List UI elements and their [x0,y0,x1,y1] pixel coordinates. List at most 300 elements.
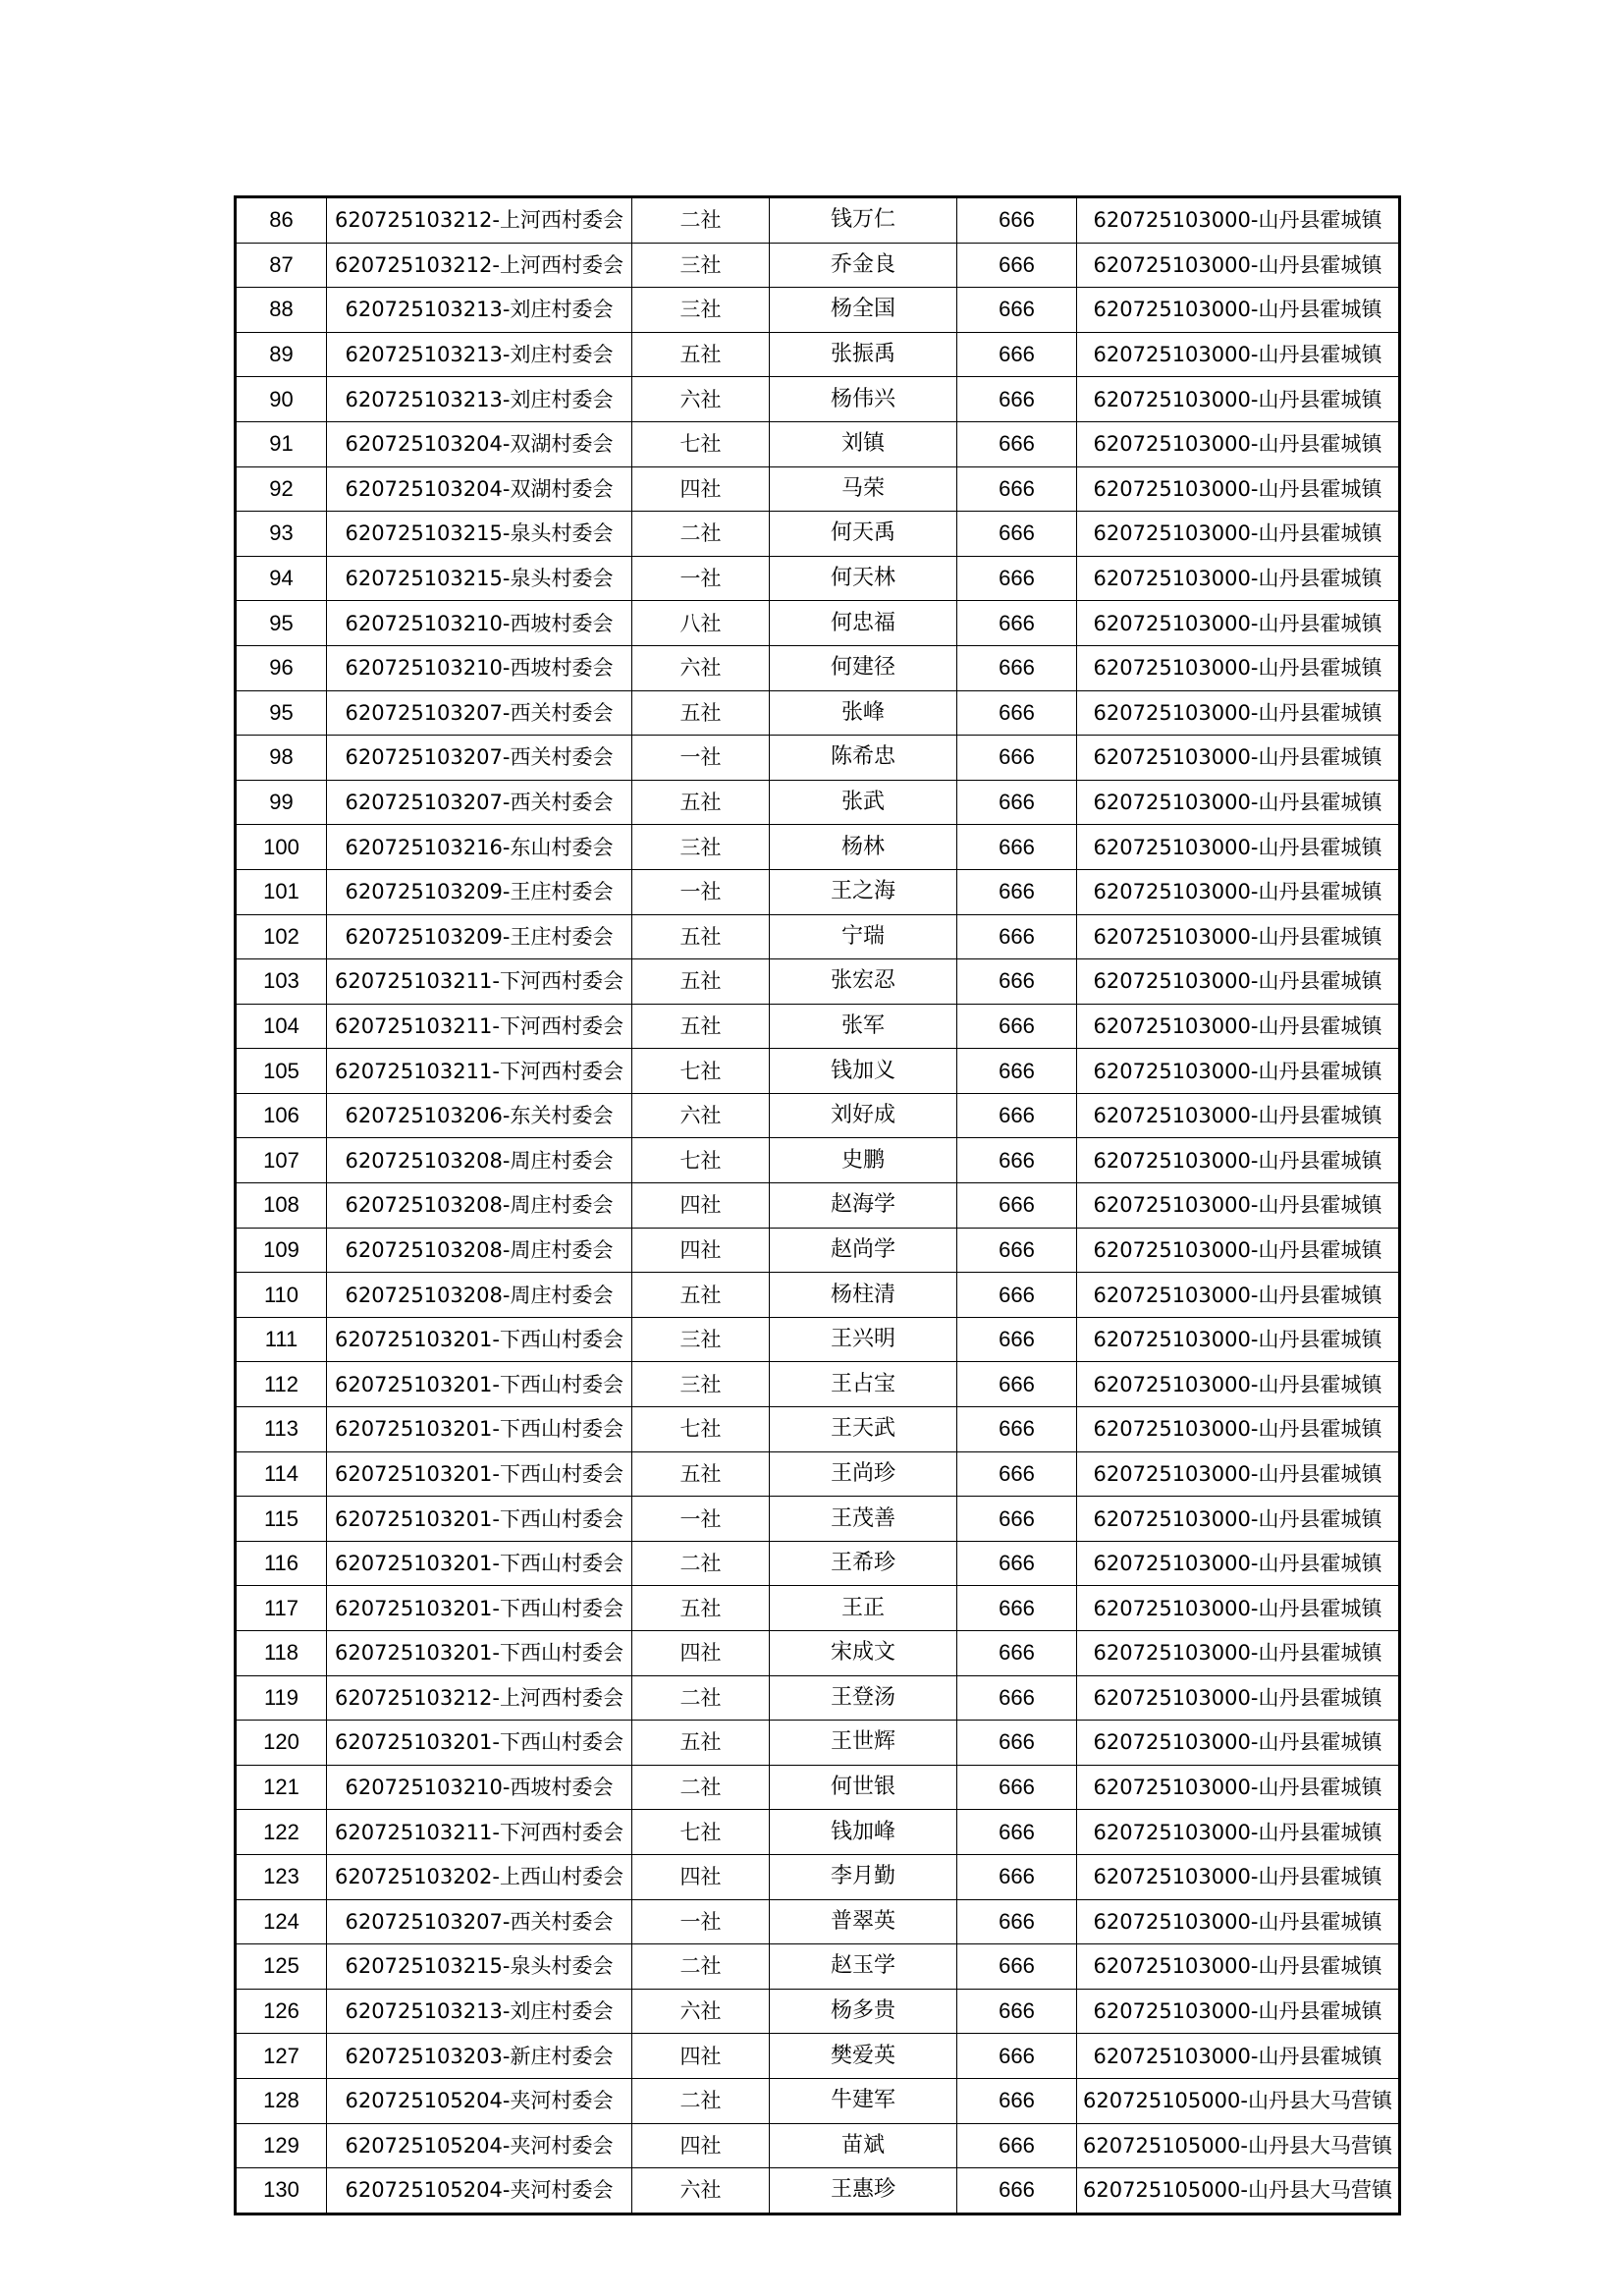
group-cell: 五社 [632,1721,770,1766]
group-cell: 一社 [632,736,770,781]
group-cell: 五社 [632,1004,770,1049]
group-cell: 六社 [632,1093,770,1138]
township-cell: 620725103000-山丹县霍城镇 [1077,288,1400,333]
table-row [236,243,1400,288]
group-cell: 一社 [632,1497,770,1542]
table-row [236,1228,1400,1273]
township-cell: 620725103000-山丹县霍城镇 [1077,1407,1400,1452]
amount-cell: 666 [957,1541,1077,1586]
amount-cell: 666 [957,1810,1077,1855]
amount-cell: 666 [957,1765,1077,1810]
row-number-cell: 102 [236,914,327,959]
person-name-cell: 刘好成 [770,1093,957,1138]
group-cell: 四社 [632,1631,770,1676]
village-committee-cell: 620725103201-下西山村委会 [327,1497,632,1542]
row-number-cell: 129 [236,2123,327,2168]
person-name-cell: 何天禹 [770,512,957,557]
person-name-cell: 杨林 [770,825,957,870]
table-body [236,197,1400,2214]
amount-cell: 666 [957,1721,1077,1766]
group-cell: 一社 [632,1899,770,1944]
table-row [236,2034,1400,2079]
row-number-cell: 106 [236,1093,327,1138]
row-number-cell: 87 [236,243,327,288]
table-row [236,1317,1400,1362]
table-row [236,466,1400,512]
table-row [236,2078,1400,2123]
table-row [236,1407,1400,1452]
table-row [236,1049,1400,1094]
amount-cell: 666 [957,825,1077,870]
village-committee-cell: 620725103201-下西山村委会 [327,1631,632,1676]
township-cell: 620725103000-山丹县霍城镇 [1077,1854,1400,1899]
village-committee-cell: 620725103212-上河西村委会 [327,197,632,244]
township-cell: 620725103000-山丹县霍城镇 [1077,1093,1400,1138]
table-row [236,1989,1400,2034]
village-committee-cell: 620725103215-泉头村委会 [327,1944,632,1990]
village-committee-cell: 620725103210-西坡村委会 [327,645,632,690]
table-row [236,1721,1400,1766]
row-number-cell: 104 [236,1004,327,1049]
township-cell: 620725103000-山丹县霍城镇 [1077,466,1400,512]
amount-cell: 666 [957,1497,1077,1542]
table-row [236,780,1400,825]
group-cell: 四社 [632,2034,770,2079]
village-committee-cell: 620725103202-上西山村委会 [327,1854,632,1899]
person-name-cell: 王茂善 [770,1497,957,1542]
group-cell: 七社 [632,1138,770,1183]
person-name-cell: 杨柱清 [770,1273,957,1318]
person-name-cell: 张峰 [770,690,957,736]
person-name-cell: 史鹏 [770,1138,957,1183]
group-cell: 二社 [632,1944,770,1990]
row-number-cell: 130 [236,2168,327,2214]
data-table [234,195,1401,2215]
amount-cell: 666 [957,1675,1077,1721]
group-cell: 六社 [632,1989,770,2034]
row-number-cell: 123 [236,1854,327,1899]
row-number-cell: 125 [236,1944,327,1990]
amount-cell: 666 [957,2168,1077,2214]
amount-cell: 666 [957,2123,1077,2168]
row-number-cell: 128 [236,2078,327,2123]
table-row [236,1586,1400,1631]
row-number-cell: 122 [236,1810,327,1855]
village-committee-cell: 620725103207-西关村委会 [327,1899,632,1944]
amount-cell: 666 [957,556,1077,601]
village-committee-cell: 620725103211-下河西村委会 [327,1049,632,1094]
group-cell: 五社 [632,1451,770,1497]
village-committee-cell: 620725103212-上河西村委会 [327,243,632,288]
village-committee-cell: 620725103201-下西山村委会 [327,1317,632,1362]
village-committee-cell: 620725103210-西坡村委会 [327,601,632,646]
table-row [236,197,1400,244]
row-number-cell: 118 [236,1631,327,1676]
amount-cell: 666 [957,1093,1077,1138]
table-row [236,421,1400,466]
group-cell: 七社 [632,1407,770,1452]
row-number-cell: 113 [236,1407,327,1452]
village-committee-cell: 620725103215-泉头村委会 [327,556,632,601]
amount-cell: 666 [957,914,1077,959]
amount-cell: 666 [957,1586,1077,1631]
person-name-cell: 钱加义 [770,1049,957,1094]
row-number-cell: 120 [236,1721,327,1766]
village-committee-cell: 620725103212-上河西村委会 [327,1675,632,1721]
township-cell: 620725103000-山丹县霍城镇 [1077,2034,1400,2079]
person-name-cell: 何忠福 [770,601,957,646]
group-cell: 四社 [632,1228,770,1273]
group-cell: 七社 [632,1810,770,1855]
row-number-cell: 101 [236,869,327,914]
group-cell: 二社 [632,1541,770,1586]
person-name-cell: 宋成文 [770,1631,957,1676]
table-row [236,825,1400,870]
group-cell: 三社 [632,825,770,870]
row-number-cell: 100 [236,825,327,870]
row-number-cell: 127 [236,2034,327,2079]
table-row [236,2123,1400,2168]
village-committee-cell: 620725103211-下河西村委会 [327,959,632,1005]
township-cell: 620725103000-山丹县霍城镇 [1077,1541,1400,1586]
row-number-cell: 105 [236,1049,327,1094]
amount-cell: 666 [957,1049,1077,1094]
person-name-cell: 杨伟兴 [770,377,957,422]
table-row [236,1273,1400,1318]
township-cell: 620725105000-山丹县大马营镇 [1077,2168,1400,2214]
township-cell: 620725105000-山丹县大马营镇 [1077,2078,1400,2123]
township-cell: 620725103000-山丹县霍城镇 [1077,1138,1400,1183]
row-number-cell: 98 [236,736,327,781]
village-committee-cell: 620725103208-周庄村委会 [327,1183,632,1229]
table-row [236,1631,1400,1676]
amount-cell: 666 [957,288,1077,333]
township-cell: 620725103000-山丹县霍城镇 [1077,869,1400,914]
village-committee-cell: 620725103210-西坡村委会 [327,1765,632,1810]
row-number-cell: 90 [236,377,327,422]
village-committee-cell: 620725103207-西关村委会 [327,736,632,781]
row-number-cell: 111 [236,1317,327,1362]
row-number-cell: 119 [236,1675,327,1721]
table-row [236,377,1400,422]
group-cell: 六社 [632,2168,770,2214]
amount-cell: 666 [957,1944,1077,1990]
row-number-cell: 116 [236,1541,327,1586]
village-committee-cell: 620725103211-下河西村委会 [327,1810,632,1855]
township-cell: 620725103000-山丹县霍城镇 [1077,556,1400,601]
township-cell: 620725103000-山丹县霍城镇 [1077,959,1400,1005]
amount-cell: 666 [957,1989,1077,2034]
table-row [236,1451,1400,1497]
amount-cell: 666 [957,1362,1077,1407]
group-cell: 四社 [632,1854,770,1899]
amount-cell: 666 [957,1854,1077,1899]
group-cell: 四社 [632,1183,770,1229]
township-cell: 620725105000-山丹县大马营镇 [1077,2123,1400,2168]
amount-cell: 666 [957,332,1077,377]
township-cell: 620725103000-山丹县霍城镇 [1077,1810,1400,1855]
group-cell: 三社 [632,288,770,333]
table-row [236,1944,1400,1990]
group-cell: 五社 [632,332,770,377]
village-committee-cell: 620725103213-刘庄村委会 [327,1989,632,2034]
person-name-cell: 张武 [770,780,957,825]
table-row [236,690,1400,736]
table-row [236,1854,1400,1899]
group-cell: 五社 [632,1586,770,1631]
row-number-cell: 94 [236,556,327,601]
person-name-cell: 王天武 [770,1407,957,1452]
township-cell: 620725103000-山丹县霍城镇 [1077,825,1400,870]
group-cell: 四社 [632,466,770,512]
group-cell: 四社 [632,2123,770,2168]
group-cell: 五社 [632,914,770,959]
amount-cell: 666 [957,243,1077,288]
group-cell: 二社 [632,2078,770,2123]
village-committee-cell: 620725103216-东山村委会 [327,825,632,870]
village-committee-cell: 620725103208-周庄村委会 [327,1228,632,1273]
group-cell: 一社 [632,869,770,914]
amount-cell: 666 [957,959,1077,1005]
township-cell: 620725103000-山丹县霍城镇 [1077,421,1400,466]
person-name-cell: 李月勤 [770,1854,957,1899]
table-row [236,1183,1400,1229]
row-number-cell: 86 [236,197,327,244]
village-committee-cell: 620725103201-下西山村委会 [327,1451,632,1497]
village-committee-cell: 620725103208-周庄村委会 [327,1138,632,1183]
table-row [236,1093,1400,1138]
row-number-cell: 96 [236,645,327,690]
village-committee-cell: 620725103211-下河西村委会 [327,1004,632,1049]
person-name-cell: 王登汤 [770,1675,957,1721]
village-committee-cell: 620725103204-双湖村委会 [327,421,632,466]
table-row [236,1675,1400,1721]
person-name-cell: 王之海 [770,869,957,914]
table-row [236,1541,1400,1586]
group-cell: 三社 [632,243,770,288]
row-number-cell: 88 [236,288,327,333]
amount-cell: 666 [957,377,1077,422]
table-row [236,736,1400,781]
group-cell: 六社 [632,377,770,422]
village-committee-cell: 620725103207-西关村委会 [327,780,632,825]
person-name-cell: 何建径 [770,645,957,690]
amount-cell: 666 [957,512,1077,557]
township-cell: 620725103000-山丹县霍城镇 [1077,1362,1400,1407]
person-name-cell: 马荣 [770,466,957,512]
township-cell: 620725103000-山丹县霍城镇 [1077,645,1400,690]
amount-cell: 666 [957,1004,1077,1049]
township-cell: 620725103000-山丹县霍城镇 [1077,1899,1400,1944]
row-number-cell: 109 [236,1228,327,1273]
amount-cell: 666 [957,466,1077,512]
amount-cell: 666 [957,197,1077,244]
village-committee-cell: 620725103215-泉头村委会 [327,512,632,557]
group-cell: 七社 [632,421,770,466]
person-name-cell: 宁瑞 [770,914,957,959]
person-name-cell: 赵尚学 [770,1228,957,1273]
group-cell: 七社 [632,1049,770,1094]
group-cell: 六社 [632,645,770,690]
village-committee-cell: 620725103201-下西山村委会 [327,1362,632,1407]
person-name-cell: 王兴明 [770,1317,957,1362]
township-cell: 620725103000-山丹县霍城镇 [1077,1497,1400,1542]
person-name-cell: 牛建军 [770,2078,957,2123]
person-name-cell: 杨全国 [770,288,957,333]
township-cell: 620725103000-山丹县霍城镇 [1077,332,1400,377]
amount-cell: 666 [957,780,1077,825]
village-committee-cell: 620725105204-夹河村委会 [327,2123,632,2168]
person-name-cell: 普翠英 [770,1899,957,1944]
person-name-cell: 王占宝 [770,1362,957,1407]
township-cell: 620725103000-山丹县霍城镇 [1077,1721,1400,1766]
row-number-cell: 117 [236,1586,327,1631]
amount-cell: 666 [957,1138,1077,1183]
amount-cell: 666 [957,1631,1077,1676]
person-name-cell: 张军 [770,1004,957,1049]
township-cell: 620725103000-山丹县霍城镇 [1077,1004,1400,1049]
village-committee-cell: 620725103213-刘庄村委会 [327,332,632,377]
amount-cell: 666 [957,1273,1077,1318]
person-name-cell: 乔金良 [770,243,957,288]
row-number-cell: 110 [236,1273,327,1318]
table-row [236,914,1400,959]
township-cell: 620725103000-山丹县霍城镇 [1077,1183,1400,1229]
village-committee-cell: 620725103201-下西山村委会 [327,1541,632,1586]
township-cell: 620725103000-山丹县霍城镇 [1077,1989,1400,2034]
township-cell: 620725103000-山丹县霍城镇 [1077,601,1400,646]
person-name-cell: 樊爱英 [770,2034,957,2079]
table-row [236,1765,1400,1810]
group-cell: 一社 [632,556,770,601]
person-name-cell: 何世银 [770,1765,957,1810]
group-cell: 二社 [632,1765,770,1810]
person-name-cell: 何天林 [770,556,957,601]
person-name-cell: 张振禹 [770,332,957,377]
row-number-cell: 114 [236,1451,327,1497]
amount-cell: 666 [957,421,1077,466]
person-name-cell: 王世辉 [770,1721,957,1766]
village-committee-cell: 620725105204-夹河村委会 [327,2078,632,2123]
group-cell: 二社 [632,1675,770,1721]
village-committee-cell: 620725103201-下西山村委会 [327,1586,632,1631]
township-cell: 620725103000-山丹县霍城镇 [1077,780,1400,825]
person-name-cell: 王惠珍 [770,2168,957,2214]
village-committee-cell: 620725103209-王庄村委会 [327,869,632,914]
amount-cell: 666 [957,1228,1077,1273]
person-name-cell: 钱加峰 [770,1810,957,1855]
village-committee-cell: 620725103207-西关村委会 [327,690,632,736]
group-cell: 五社 [632,1273,770,1318]
row-number-cell: 108 [236,1183,327,1229]
township-cell: 620725103000-山丹县霍城镇 [1077,197,1400,244]
amount-cell: 666 [957,2034,1077,2079]
township-cell: 620725103000-山丹县霍城镇 [1077,512,1400,557]
row-number-cell: 121 [236,1765,327,1810]
township-cell: 620725103000-山丹县霍城镇 [1077,690,1400,736]
township-cell: 620725103000-山丹县霍城镇 [1077,1675,1400,1721]
amount-cell: 666 [957,1183,1077,1229]
amount-cell: 666 [957,2078,1077,2123]
village-committee-cell: 620725103206-东关村委会 [327,1093,632,1138]
table-row [236,1810,1400,1855]
group-cell: 五社 [632,959,770,1005]
row-number-cell: 112 [236,1362,327,1407]
person-name-cell: 刘镇 [770,421,957,466]
township-cell: 620725103000-山丹县霍城镇 [1077,736,1400,781]
township-cell: 620725103000-山丹县霍城镇 [1077,914,1400,959]
township-cell: 620725103000-山丹县霍城镇 [1077,1228,1400,1273]
village-committee-cell: 620725103201-下西山村委会 [327,1721,632,1766]
township-cell: 620725103000-山丹县霍城镇 [1077,1586,1400,1631]
person-name-cell: 赵海学 [770,1183,957,1229]
group-cell: 八社 [632,601,770,646]
row-number-cell: 89 [236,332,327,377]
township-cell: 620725103000-山丹县霍城镇 [1077,1317,1400,1362]
group-cell: 五社 [632,780,770,825]
table-row [236,556,1400,601]
person-name-cell: 王希珍 [770,1541,957,1586]
village-committee-cell: 620725103208-周庄村委会 [327,1273,632,1318]
row-number-cell: 91 [236,421,327,466]
township-cell: 620725103000-山丹县霍城镇 [1077,1631,1400,1676]
village-committee-cell: 620725103201-下西山村委会 [327,1407,632,1452]
person-name-cell: 王尚珍 [770,1451,957,1497]
group-cell: 五社 [632,690,770,736]
amount-cell: 666 [957,645,1077,690]
township-cell: 620725103000-山丹县霍城镇 [1077,1451,1400,1497]
person-name-cell: 杨多贵 [770,1989,957,2034]
person-name-cell: 赵玉学 [770,1944,957,1990]
person-name-cell: 王正 [770,1586,957,1631]
village-committee-cell: 620725103213-刘庄村委会 [327,288,632,333]
village-committee-cell: 620725103209-王庄村委会 [327,914,632,959]
person-name-cell: 苗斌 [770,2123,957,2168]
person-name-cell: 陈希忠 [770,736,957,781]
amount-cell: 666 [957,869,1077,914]
amount-cell: 666 [957,601,1077,646]
row-number-cell: 126 [236,1989,327,2034]
amount-cell: 666 [957,690,1077,736]
group-cell: 三社 [632,1362,770,1407]
row-number-cell: 124 [236,1899,327,1944]
amount-cell: 666 [957,1317,1077,1362]
row-number-cell: 115 [236,1497,327,1542]
table-row [236,1899,1400,1944]
table-row [236,288,1400,333]
village-committee-cell: 620725103203-新庄村委会 [327,2034,632,2079]
group-cell: 三社 [632,1317,770,1362]
table-row [236,1362,1400,1407]
table-row [236,601,1400,646]
group-cell: 二社 [632,512,770,557]
township-cell: 620725103000-山丹县霍城镇 [1077,1273,1400,1318]
row-number-cell: 95 [236,601,327,646]
township-cell: 620725103000-山丹县霍城镇 [1077,1765,1400,1810]
table-row [236,332,1400,377]
table-row [236,1004,1400,1049]
township-cell: 620725103000-山丹县霍城镇 [1077,1944,1400,1990]
village-committee-cell: 620725105204-夹河村委会 [327,2168,632,2214]
table-row [236,512,1400,557]
table-row [236,1497,1400,1542]
amount-cell: 666 [957,1407,1077,1452]
table-row [236,2168,1400,2214]
township-cell: 620725103000-山丹县霍城镇 [1077,243,1400,288]
row-number-cell: 107 [236,1138,327,1183]
person-name-cell: 张宏忍 [770,959,957,1005]
row-number-cell: 92 [236,466,327,512]
